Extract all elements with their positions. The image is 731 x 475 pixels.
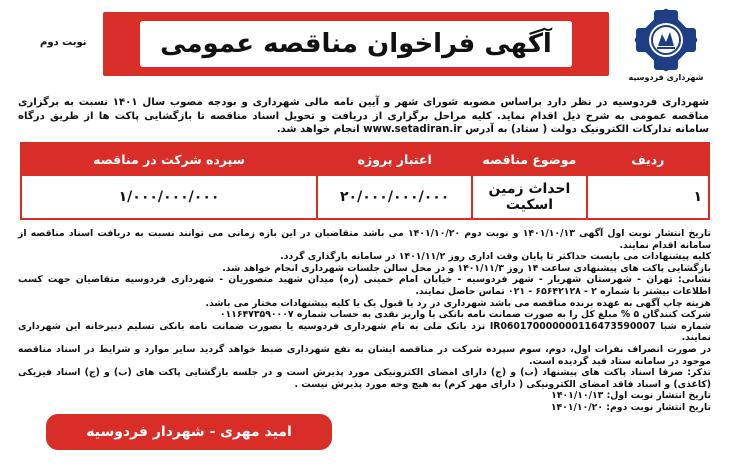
header-row-number: ردیف [587, 143, 709, 175]
detail-line: شرکت کنندگان ۵ % مبلغ کل را به صورت ضمانت نامه بانکی یا واریز نقدی به حساب شماره ۰۱۱۶۴۷۳۵۹۰۰۰۷ [219, 309, 711, 321]
detail-line: نشانی: تهران - شهرستان شهریار - شهر فردوسیه - خیابان امام خمینی (ره) میدان شهید منصوریان - شهرداری فردوسیه متقاضیان جهت کسب اطلاعات بیشتر با شماره ۲ - ۶۵۶۴۲۱۲۸ - ۰۲۱ تماس حاصل نمایند. [18, 274, 711, 297]
detail-line: تاریخ انتشار نوبت دوم: ۱۴۰۱/۱۰/۲۰ [550, 401, 711, 413]
detail-line: تاریخ انتشار نوبت اول: ۱۴۰۱/۱۰/۱۳ [551, 390, 711, 402]
logo-caption: شهرداری فردوسیه [628, 73, 704, 82]
table-row [21, 175, 709, 219]
cell-credit: ۲۰/۰۰۰/۰۰۰/۰۰۰ [317, 175, 472, 219]
notice-title: آگهی فراخوان مناقصه عمومی [140, 21, 572, 67]
detail-line: تذکر: صرفا اسناد پاکت های پیشنهاد (ب) و (ج) دارای امضای الکترونیکی مورد پذیرش است و در جلسه بازگشایی پاکت های (ب) و (ج) اسناد فیزیکی (کاغذی) و اسناد فاقد امضای الکترونیکی ( دارای مهر کرم) به هیچ وجه مورد پذیرش نیست . [18, 367, 711, 390]
header-deposit: سپرده شرکت در مناقصه [21, 143, 317, 175]
header-credit: اعتبار پروژه [317, 143, 472, 175]
cell-deposit: ۱/۰۰۰/۰۰۰/۰۰۰ [21, 175, 317, 219]
tender-table [20, 142, 710, 220]
municipality-emblem-icon [634, 8, 698, 72]
detail-line: هزینه چاپ آگهی به عهده برنده مناقصه می باشد شهرداری در رد یا قبول یک یا کلیه پیشنهادات مختار می باشد. [205, 297, 711, 309]
header-subject: موضوع مناقصه [472, 143, 586, 175]
table-header-row [21, 143, 709, 175]
detail-line: شماره شبا IR060170000000116473590007 نزد بانک ملی به نام شهرداری فردوسیه یا بصورت ضمانت نامه بانکی تسلیم دبیرخانه این شهرداری نمایند. [18, 320, 711, 344]
detail-line: در صورت انصراف نفرات اول، دوم، سوم سپرده شرکت در مناقصه ایشان به نفع شهرداری ضبط خواهد گردید سایر موارد و شرایط در اسناد مناقصه موجود در سامانه ستاد قید گردیده است. [18, 343, 711, 367]
cell-subject: احداث زمین اسکیت [472, 175, 586, 219]
cell-row-number: ۱ [587, 175, 709, 219]
edition-label: نوبت دوم [40, 37, 87, 48]
detail-line: کلیه پیشنهادات می بایست حداکثر تا پایان وقت اداری روز ۱۴۰۱/۱۱/۲ در سامانه بارگذاری گردد. [280, 251, 711, 263]
detail-line: بازگشایی پاکت های پیشنهادی ساعت ۱۴ روز ۱۴۰۱/۱۱/۳ و در محل سالن جلسات شهرداری انجام خواهد شد. [222, 262, 711, 274]
signature-banner: امید مهری - شهردار فردوسیه [46, 414, 332, 450]
details-section [18, 228, 711, 414]
title-banner [103, 12, 609, 76]
municipality-logo [627, 8, 705, 88]
intro-paragraph: شهرداری فردوسیه در نظر دارد براساس مصوبه شورای شهر و آیین نامه مالی شهرداری و بودجه مصوب سال ۱۴۰۱ نسبت به برگزاری مناقصه عمومی به شرح ذیل اقدام نماید. کلیه مراحل برگزاری از دریافت و تحویل اسناد مناقصه تا بازگشایی پاکت ها از طریق درگاه سامانه تدارکات الکترونیک دولت ( ستاد) به آدرس www.setadiran.ir انجام خواهد شد. [18, 97, 709, 135]
detail-line: تاریخ انتشار نوبت اول آگهی ۱۴۰۱/۱۰/۱۳ و نوبت دوم ۱۴۰۱/۱۰/۲۰ می باشد متقاضیان در این بازه زمانی می توانند نسبت به دریافت اسناد مناقصه از سامانه اقدام نمایند. [18, 228, 711, 251]
